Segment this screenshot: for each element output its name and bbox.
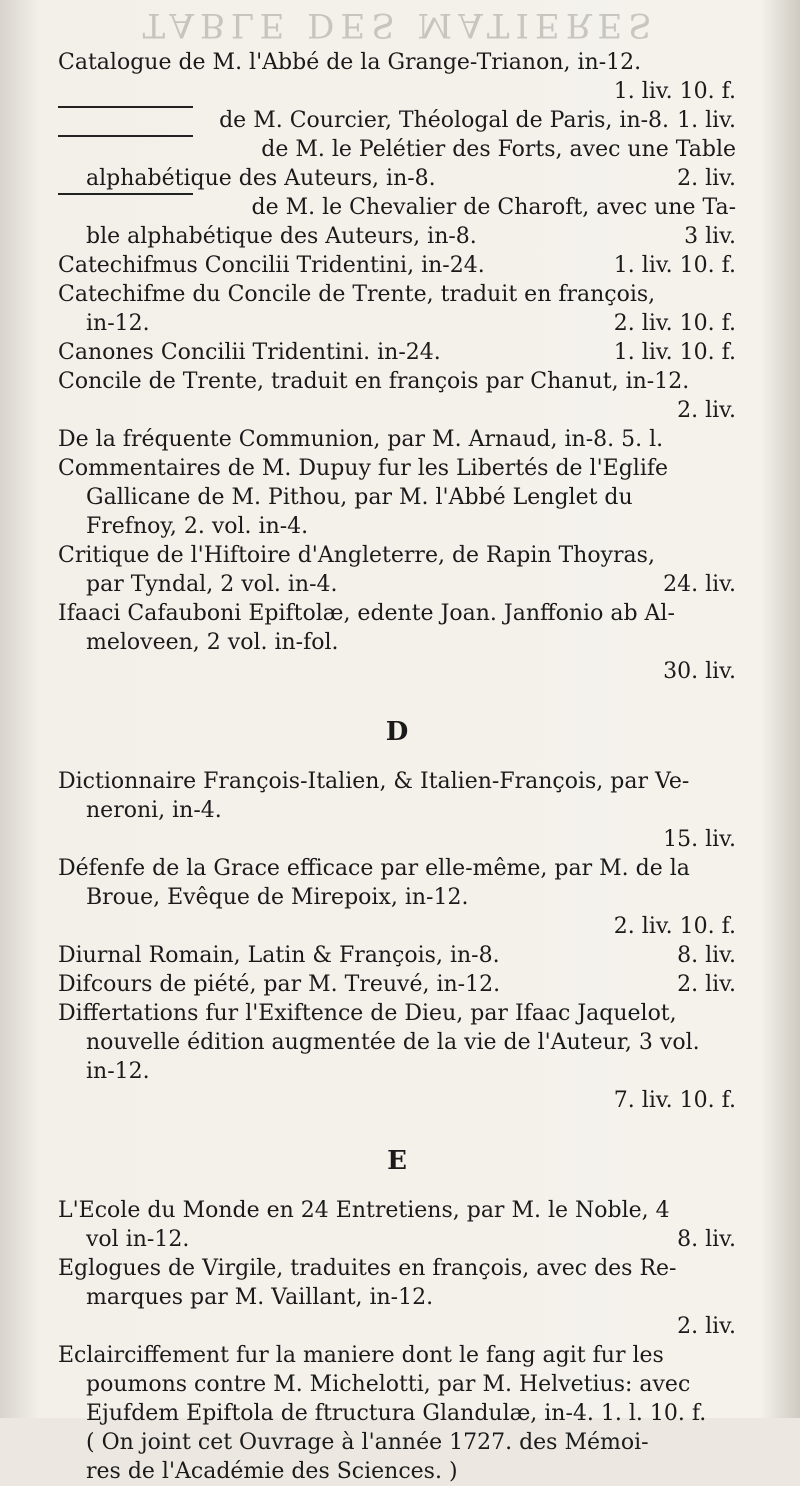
- entry-line: [58, 767, 736, 796]
- entry-line: [58, 1225, 736, 1254]
- entry-line: [58, 193, 736, 222]
- entry-text: Défenfe de la Grace efficace par elle-même, par M. de la: [58, 856, 690, 881]
- catalogue-entry: [58, 1196, 736, 1254]
- entry-line: [58, 48, 736, 77]
- catalogue-entry: [58, 970, 736, 999]
- entry-price: 2. liv. 10. f.: [613, 311, 736, 336]
- entry-line: [58, 1370, 736, 1399]
- entry-text: de M. le Pelétier des Forts, avec une Table: [261, 137, 736, 162]
- entry-text: Gallicane de M. Pithou, par M. l'Abbé Lenglet du: [86, 485, 633, 510]
- entry-text: nouvelle édition augmentée de la vie de l'Auteur, 3 vol.: [86, 1030, 700, 1055]
- entry-text: Eclairciffement fur la maniere dont le fang agit fur les: [58, 1343, 664, 1368]
- section-c-entries: [58, 48, 736, 686]
- entry-text: Catechifmus Concilii Tridentini, in-24.: [58, 253, 485, 278]
- entry-line: [58, 970, 736, 999]
- entry-price: 2. liv.: [677, 1314, 736, 1339]
- entry-line: [58, 599, 736, 628]
- entry-line: [58, 512, 736, 541]
- entry-price: 8. liv.: [677, 1227, 736, 1252]
- entry-text: Diurnal Romain, Latin & François, in-8.: [58, 943, 500, 968]
- entry-line: [58, 309, 736, 338]
- catalogue-entry: [58, 48, 736, 106]
- entry-price: 3 liv.: [684, 224, 736, 249]
- catalogue-entry: [58, 854, 736, 941]
- entry-line: [58, 1457, 736, 1486]
- entry-text: neroni, in-4.: [86, 798, 222, 823]
- entry-price: 2. liv.: [677, 398, 736, 423]
- section-e-entries: [58, 1196, 736, 1486]
- entry-line: [58, 628, 736, 657]
- entry-line: [58, 570, 736, 599]
- entry-text: Frefnoy, 2. vol. in-4.: [86, 514, 309, 539]
- entry-line: [58, 135, 736, 164]
- entry-price: 2. liv. 10. f.: [613, 914, 736, 939]
- entry-text: Catalogue de M. l'Abbé de la Grange-Trianon, in-12.: [58, 50, 642, 75]
- entry-text: De la fréquente Communion, par M. Arnaud, in-8. 5. l.: [58, 427, 664, 452]
- entry-text: Broue, Evêque de Mirepoix, in-12.: [86, 885, 469, 910]
- entry-line: [58, 541, 736, 570]
- entry-text: in-12.: [86, 1059, 150, 1084]
- entry-text: Difcours de piété, par M. Treuvé, in-12.: [58, 972, 501, 997]
- entry-price: 24. liv.: [663, 572, 736, 597]
- catalogue-entry: [58, 193, 736, 251]
- entry-line: [58, 454, 736, 483]
- entry-price: 1. liv. 10. f.: [613, 340, 736, 365]
- entry-text: Differtations fur l'Exiftence de Dieu, par Ifaac Jaquelot,: [58, 1001, 677, 1026]
- catalogue-entry: [58, 425, 736, 454]
- ditto-dash: [58, 135, 193, 164]
- catalogue-list: [58, 48, 736, 1486]
- section-d-entries: [58, 767, 736, 1115]
- entry-price: 1. liv.: [677, 108, 736, 133]
- entry-line: [58, 1399, 736, 1428]
- entry-text: de M. le Chevalier de Charoft, avec une Ta-: [251, 195, 736, 220]
- entry-line: [58, 483, 736, 512]
- entry-line: [58, 1057, 736, 1086]
- entry-line: [58, 1428, 736, 1457]
- entry-text: meloveen, 2 vol. in-fol.: [86, 630, 339, 655]
- entry-text: alphabétique des Auteurs, in-8.: [86, 166, 436, 191]
- entry-line: [58, 251, 736, 280]
- entry-price: 30. liv.: [663, 659, 736, 684]
- entry-line: [58, 1028, 736, 1057]
- bleed-through-text: TABLE DES MATIERES: [142, 5, 658, 45]
- entry-price: 2. liv.: [677, 972, 736, 997]
- entry-text: par Tyndal, 2 vol. in-4.: [86, 572, 338, 597]
- ditto-dash: [58, 193, 193, 222]
- section-letter-e: E: [387, 1146, 407, 1176]
- entry-text: Ejufdem Epiftola de ftructura Glandulæ, in-4. 1. l. 10. f.: [86, 1401, 707, 1426]
- catalogue-entry: [58, 106, 736, 135]
- entry-text: Critique de l'Hiftoire d'Angleterre, de Rapin Thoyras,: [58, 543, 655, 568]
- catalogue-entry: [58, 251, 736, 280]
- entry-text: Concile de Trente, traduit en françois par Chanut, in-12.: [58, 369, 690, 394]
- entry-price: 15. liv.: [663, 827, 736, 852]
- entry-line: [58, 1254, 736, 1283]
- entry-text: Commentaires de M. Dupuy fur les Libertés de l'Eglife: [58, 456, 669, 481]
- entry-line: [58, 367, 736, 396]
- entry-text: marques par M. Vaillant, in-12.: [86, 1285, 434, 1310]
- catalogue-entry: [58, 999, 736, 1115]
- entry-line: [58, 854, 736, 883]
- entry-line: [58, 425, 736, 454]
- entry-price: 1. liv. 10. f.: [613, 253, 736, 278]
- entry-text: poumons contre M. Michelotti, par M. Helvetius: avec: [86, 1372, 691, 1397]
- entry-line: [58, 999, 736, 1028]
- entry-price: 2. liv.: [677, 166, 736, 191]
- catalogue-entry: [58, 1254, 736, 1341]
- entry-line: [58, 280, 736, 309]
- entry-text: ble alphabétique des Auteurs, in-8.: [86, 224, 477, 249]
- entry-text: Eglogues de Virgile, traduites en françois, avec des Re-: [58, 1256, 677, 1281]
- entry-line: [58, 164, 736, 193]
- entry-line: [58, 1196, 736, 1225]
- catalogue-entry: [58, 599, 736, 686]
- entry-line: [58, 338, 736, 367]
- entry-price: 8. liv.: [677, 943, 736, 968]
- entry-text: L'Ecole du Monde en 24 Entretiens, par M. le Noble, 4: [58, 1198, 670, 1223]
- catalogue-entry: [58, 280, 736, 338]
- entry-line: [58, 106, 736, 135]
- catalogue-entry: [58, 767, 736, 854]
- entry-text: vol in-12.: [86, 1227, 190, 1252]
- entry-price: 7. liv. 10. f.: [613, 1088, 736, 1113]
- entry-text: de M. Courcier, Théologal de Paris, in-8.: [219, 108, 670, 133]
- entry-text: Canones Concilii Tridentini. in-24.: [58, 340, 441, 365]
- entry-line: [58, 1341, 736, 1370]
- entry-text: in-12.: [86, 311, 150, 336]
- section-letter-d: D: [385, 717, 409, 747]
- catalogue-entry: [58, 541, 736, 599]
- entry-price: 1. liv. 10. f.: [613, 79, 736, 104]
- catalogue-entry: [58, 338, 736, 367]
- entry-line: [58, 941, 736, 970]
- catalogue-entry: [58, 454, 736, 541]
- catalogue-entry: [58, 135, 736, 193]
- ditto-dash: [58, 106, 193, 135]
- entry-line: [58, 796, 736, 825]
- entry-line: [58, 1283, 736, 1312]
- entry-text: Ifaaci Cafauboni Epiftolæ, edente Joan. Janffonio ab Al-: [58, 601, 675, 626]
- catalogue-entry: [58, 941, 736, 970]
- catalogue-entry: [58, 1341, 736, 1486]
- entry-text: ( On joint cet Ouvrage à l'année 1727. des Mémoi-: [86, 1430, 649, 1455]
- entry-text: res de l'Académie des Sciences. ): [86, 1459, 458, 1484]
- entry-text: Catechifme du Concile de Trente, traduit en françois,: [58, 282, 656, 307]
- entry-line: [58, 222, 736, 251]
- catalogue-entry: [58, 367, 736, 425]
- entry-text: Dictionnaire François-Italien, & Italien-François, par Ve-: [58, 769, 690, 794]
- entry-line: [58, 883, 736, 912]
